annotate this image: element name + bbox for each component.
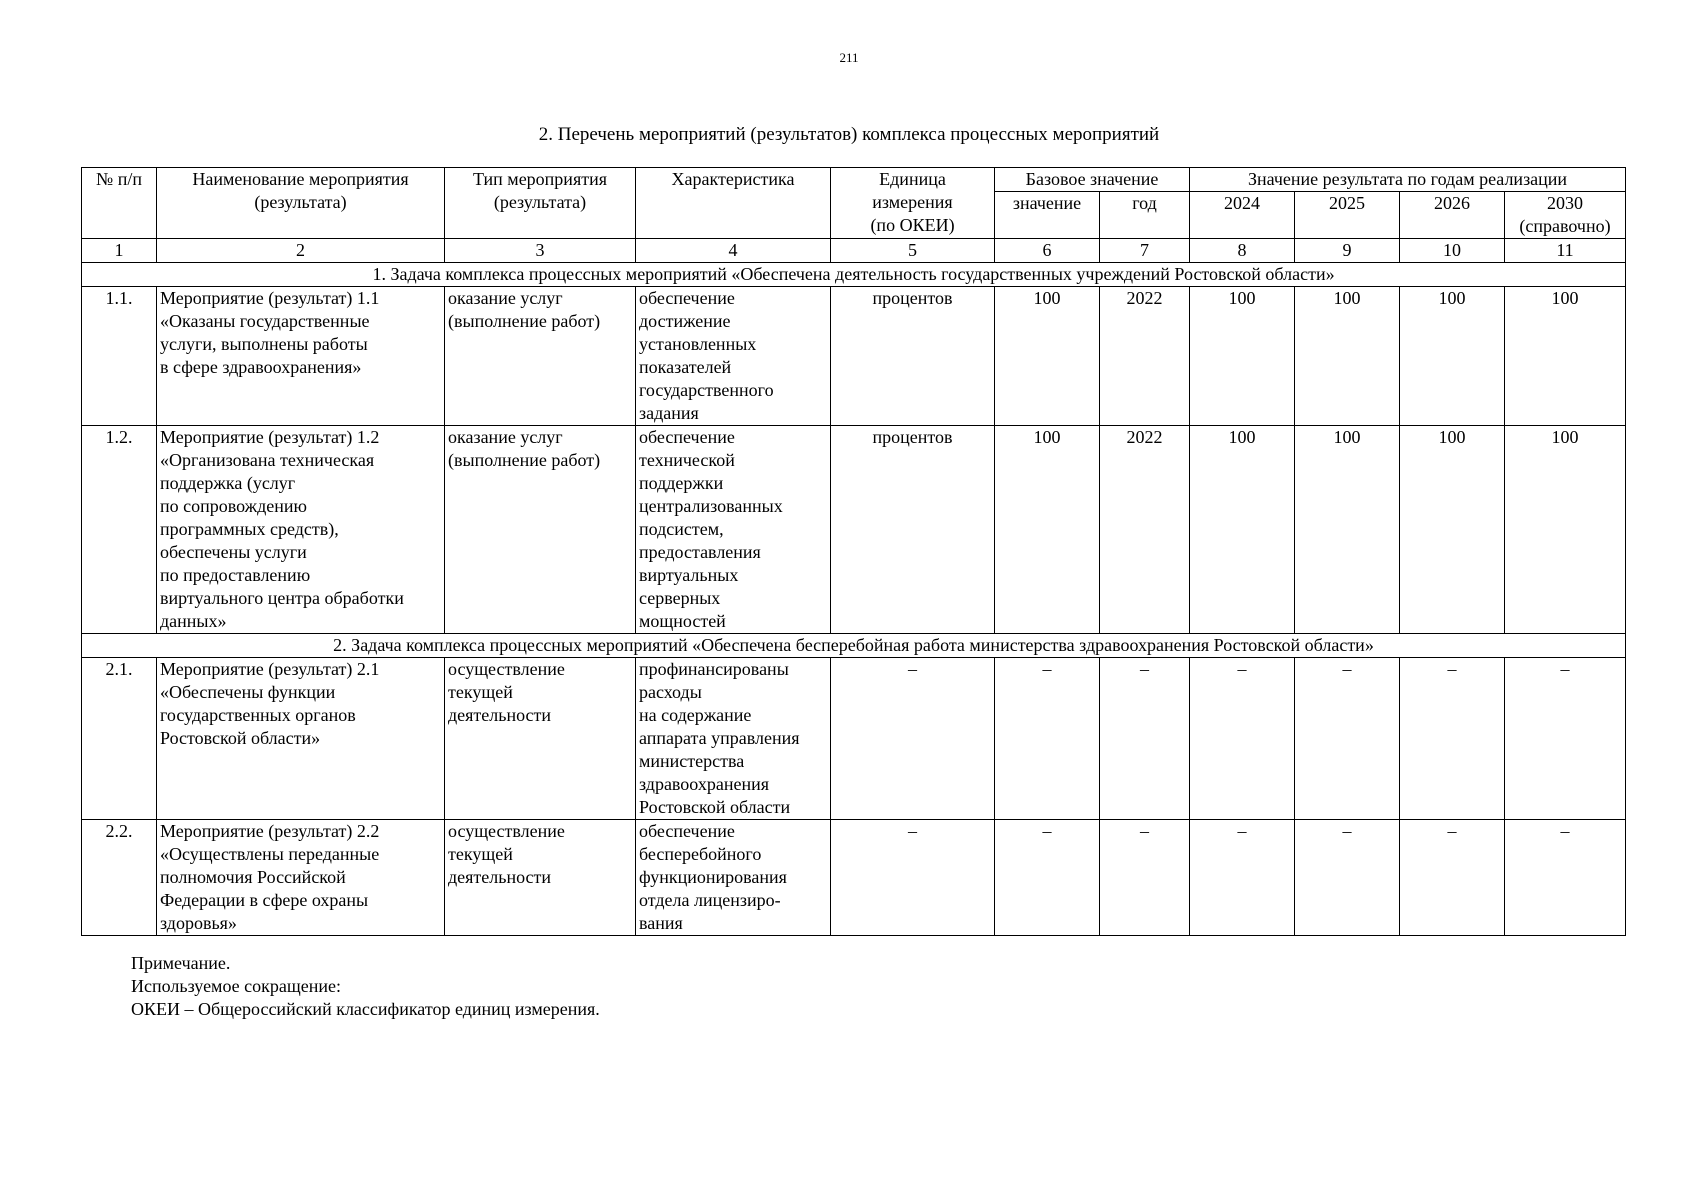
page-number: 211: [839, 50, 859, 65]
cell-characteristic-line: задания: [639, 403, 699, 423]
header-year-2024-text: 2024: [1224, 193, 1261, 213]
header-name-line: Наименование мероприятия: [192, 169, 409, 189]
cell-value-2026: –: [1400, 820, 1505, 936]
cell-characteristic-line: подсистем,: [639, 519, 724, 539]
cell-characteristic-line: достижение: [639, 311, 731, 331]
header-num-text: № п/п: [96, 169, 142, 189]
cell-type-line: текущей: [448, 682, 513, 702]
cell-characteristic-line: расходы: [639, 682, 702, 702]
cell-type-line: текущей: [448, 844, 513, 864]
cell-value-2026: –: [1400, 658, 1505, 820]
notes: [131, 952, 600, 1021]
note-line: Примечание.: [131, 953, 231, 973]
cell-name-line: полномочия Российской: [160, 867, 346, 887]
cell-characteristic-line: мощностей: [639, 611, 726, 631]
header-base-year: [1100, 192, 1190, 239]
cell-base-value: –: [995, 658, 1100, 820]
cell-type-line: оказание услуг: [448, 288, 563, 308]
cell-name-line: государственных органов: [160, 705, 356, 725]
header-unit-line: (по ОКЕИ): [870, 215, 955, 235]
cell-characteristic-line: здравоохранения: [639, 774, 770, 794]
cell-value-2030: 100: [1505, 287, 1626, 426]
cell-name-line: поддержка (услуг: [160, 473, 296, 493]
cell-characteristic-line: бесперебойного: [639, 844, 762, 864]
cell-type-line: деятельности: [448, 867, 552, 887]
task-row-2: [82, 634, 1626, 658]
cell-value-2024: 100: [1190, 426, 1295, 634]
cell-name: [157, 426, 445, 634]
column-number: 1: [82, 239, 157, 263]
header-unit-line: измерения: [872, 192, 953, 212]
column-number: 11: [1505, 239, 1626, 263]
cell-characteristic-line: централизованных: [639, 496, 783, 516]
cell-value-2026: 100: [1400, 287, 1505, 426]
cell-value-2030: –: [1505, 820, 1626, 936]
cell-value-2030: 100: [1505, 426, 1626, 634]
cell-num: 2.2.: [82, 820, 157, 936]
header-year-2024: [1190, 192, 1295, 239]
header-characteristic: [636, 168, 831, 239]
cell-base-value: 100: [995, 426, 1100, 634]
cell-name-line: «Организована техническая: [160, 450, 375, 470]
task-title: 1. Задача комплекса процессных мероприятий «Обеспечена деятельность государственных учреждений Ростовской области»: [82, 263, 1626, 287]
table-row: [82, 426, 1626, 634]
cell-base-value: 100: [995, 287, 1100, 426]
header-base-value: [995, 168, 1190, 192]
cell-characteristic: [636, 820, 831, 936]
column-number: 6: [995, 239, 1100, 263]
cell-unit: процентов: [831, 426, 995, 634]
header-year-2030-line: (справочно): [1519, 216, 1611, 236]
cell-name-line: данных»: [160, 611, 227, 631]
header-base-year-text: год: [1132, 193, 1157, 213]
header-year-2030-line: 2030: [1547, 193, 1584, 213]
cell-characteristic-line: профинансированы: [639, 659, 789, 679]
column-number: 2: [157, 239, 445, 263]
column-number: 7: [1100, 239, 1190, 263]
table-row: [82, 658, 1626, 820]
cell-characteristic-line: обеспечение: [639, 427, 735, 447]
cell-value-2025: –: [1295, 658, 1400, 820]
cell-name-line: здоровья»: [160, 913, 237, 933]
header-type: [445, 168, 636, 239]
cell-characteristic-line: поддержки: [639, 473, 724, 493]
header-base-val: [995, 192, 1100, 239]
header-type-line: (результата): [493, 192, 587, 212]
cell-value-2030: –: [1505, 658, 1626, 820]
cell-name-line: Федерации в сфере охраны: [160, 890, 369, 910]
note-line: Используемое сокращение:: [131, 976, 341, 996]
cell-name-line: «Оказаны государственные: [160, 311, 370, 331]
task-title: 2. Задача комплекса процессных мероприятий «Обеспечена бесперебойная работа министерства здравоохранения Ростовской области»: [82, 634, 1626, 658]
cell-unit: –: [831, 658, 995, 820]
cell-num: 2.1.: [82, 658, 157, 820]
header-name: [157, 168, 445, 239]
task-row-1: [82, 263, 1626, 287]
document-title: 2. Перечень мероприятий (результатов) комплекса процессных мероприятий: [538, 124, 1160, 145]
cell-characteristic: [636, 426, 831, 634]
header-name-line: (результата): [254, 192, 347, 212]
cell-characteristic: [636, 658, 831, 820]
cell-name-line: Мероприятие (результат) 1.1: [160, 288, 380, 308]
cell-name-line: обеспечены услуги: [160, 542, 307, 562]
cell-unit: –: [831, 820, 995, 936]
cell-name-line: Мероприятие (результат) 1.2: [160, 427, 380, 447]
header-year-2026-text: 2026: [1434, 193, 1471, 213]
cell-type-line: осуществление: [448, 821, 565, 841]
header-result-by-years-text: Значение результата по годам реализации: [1247, 169, 1568, 189]
note-line: ОКЕИ – Общероссийский классификатор единиц измерения.: [131, 999, 600, 1019]
cell-characteristic-line: установленных: [639, 334, 757, 354]
cell-name-line: виртуального центра обработки: [160, 588, 404, 608]
header-type-line: Тип мероприятия: [472, 169, 607, 189]
cell-name-line: услуги, выполнены работы: [160, 334, 368, 354]
cell-name: [157, 287, 445, 426]
header-year-2025-text: 2025: [1329, 193, 1366, 213]
cell-characteristic-line: показателей: [639, 357, 732, 377]
cell-base-year: 2022: [1100, 426, 1190, 634]
column-numbers-row: [82, 239, 1626, 263]
column-number: 8: [1190, 239, 1295, 263]
cell-type-line: деятельности: [448, 705, 552, 725]
cell-characteristic-line: вания: [639, 913, 683, 933]
events-table: [81, 167, 1626, 936]
cell-base-value: –: [995, 820, 1100, 936]
cell-type: [445, 658, 636, 820]
cell-name-line: «Осуществлены переданные: [160, 844, 380, 864]
cell-base-year: –: [1100, 658, 1190, 820]
header-characteristic-text: Характеристика: [671, 169, 795, 189]
column-number: 10: [1400, 239, 1505, 263]
cell-characteristic-line: обеспечение: [639, 821, 735, 841]
cell-name-line: по предоставлению: [160, 565, 311, 585]
cell-value-2025: –: [1295, 820, 1400, 936]
cell-type-line: (выполнение работ): [448, 311, 601, 331]
cell-num: 1.1.: [82, 287, 157, 426]
column-number: 4: [636, 239, 831, 263]
cell-value-2025: 100: [1295, 287, 1400, 426]
cell-value-2025: 100: [1295, 426, 1400, 634]
cell-characteristic-line: отдела лицензиро-: [639, 890, 781, 910]
cell-value-2024: –: [1190, 658, 1295, 820]
cell-name-line: в сфере здравоохранения»: [160, 357, 362, 377]
cell-characteristic-line: министерства: [639, 751, 745, 771]
header-base-value-text: Базовое значение: [1025, 169, 1159, 189]
column-number: 9: [1295, 239, 1400, 263]
cell-name: [157, 820, 445, 936]
cell-value-2024: –: [1190, 820, 1295, 936]
cell-characteristic-line: предоставления: [639, 542, 761, 562]
cell-type-line: (выполнение работ): [448, 450, 601, 470]
header-year-2025: [1295, 192, 1400, 239]
cell-name-line: Мероприятие (результат) 2.1: [160, 659, 380, 679]
cell-characteristic: [636, 287, 831, 426]
cell-num: 1.2.: [82, 426, 157, 634]
header-result-by-years: [1190, 168, 1626, 192]
cell-type-line: оказание услуг: [448, 427, 563, 447]
table-row: [82, 287, 1626, 426]
header-unit-line: Единица: [879, 169, 946, 189]
header-unit: [831, 168, 995, 239]
header-base-val-text: значение: [1012, 193, 1082, 213]
header-year-2026: [1400, 192, 1505, 239]
cell-characteristic-line: функционирования: [639, 867, 787, 887]
cell-characteristic-line: обеспечение: [639, 288, 735, 308]
cell-name-line: по сопровождению: [160, 496, 307, 516]
cell-name: [157, 658, 445, 820]
cell-characteristic-line: аппарата управления: [639, 728, 800, 748]
cell-characteristic-line: Ростовской области: [639, 797, 791, 817]
cell-value-2026: 100: [1400, 426, 1505, 634]
cell-name-line: Мероприятие (результат) 2.2: [160, 821, 380, 841]
header-num: [82, 168, 157, 239]
cell-name-line: программных средств),: [160, 519, 339, 539]
cell-type: [445, 426, 636, 634]
cell-characteristic-line: государственного: [639, 380, 774, 400]
cell-name-line: Ростовской области»: [160, 728, 321, 748]
cell-characteristic-line: виртуальных: [639, 565, 739, 585]
cell-name-line: «Обеспечены функции: [160, 682, 336, 702]
cell-characteristic-line: на содержание: [639, 705, 752, 725]
cell-characteristic-line: технической: [639, 450, 735, 470]
cell-type-line: осуществление: [448, 659, 565, 679]
cell-unit: процентов: [831, 287, 995, 426]
cell-characteristic-line: серверных: [639, 588, 721, 608]
column-number: 5: [831, 239, 995, 263]
cell-base-year: –: [1100, 820, 1190, 936]
header-row-1: [82, 168, 1626, 192]
cell-base-year: 2022: [1100, 287, 1190, 426]
column-number: 3: [445, 239, 636, 263]
cell-value-2024: 100: [1190, 287, 1295, 426]
cell-type: [445, 820, 636, 936]
header-year-2030: [1505, 192, 1626, 239]
cell-type: [445, 287, 636, 426]
table-row: [82, 820, 1626, 936]
